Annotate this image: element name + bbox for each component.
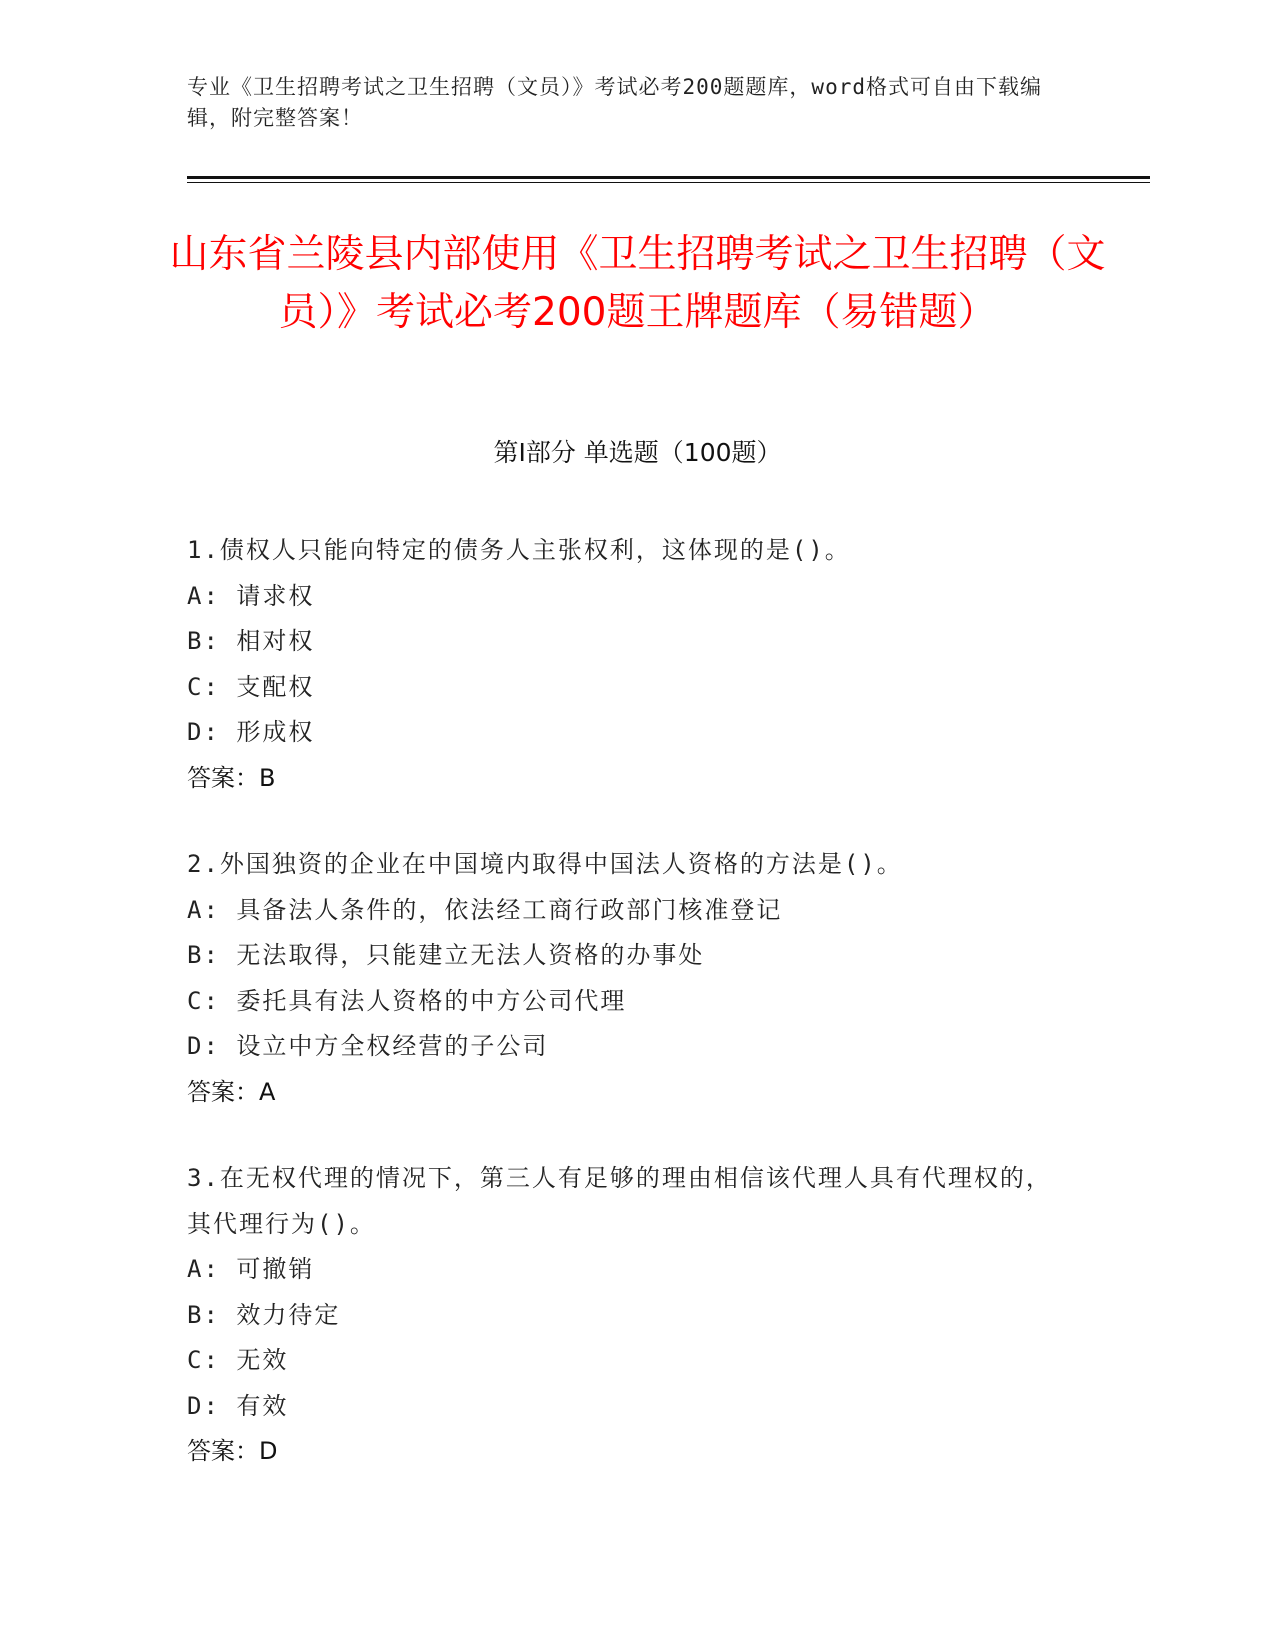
option-c: C: 无效 (187, 1346, 289, 1374)
question-text: 1.债权人只能向特定的债务人主张权利，这体现的是()。 (187, 536, 851, 564)
header-note: 专业《卫生招聘考试之卫生招聘（文员）》考试必考200题题库，word格式可自由下载编辑，附完整答案！ (187, 75, 1042, 130)
question-text: 2.外国独资的企业在中国境内取得中国法人资格的方法是()。 (187, 850, 903, 878)
question-text: 3.在无权代理的情况下，第三人有足够的理由相信该代理人具有代理权的，其代理行为()。 (187, 1164, 1052, 1238)
option-b: B: 相对权 (187, 627, 315, 655)
question-list (187, 528, 1067, 1516)
option-c: C: 委托具有法人资格的中方公司代理 (187, 986, 627, 1015)
section-title: 第Ⅰ部分 单选题（100题） (493, 438, 782, 467)
header-rule-thick (187, 176, 1150, 179)
question-item (187, 1156, 1067, 1475)
question-item (187, 842, 1067, 1115)
option-b: B: 效力待定 (187, 1300, 341, 1329)
option-b: B: 无法取得，只能建立无法人资格的办事处 (187, 941, 705, 969)
option-a: A: 可撤销 (187, 1255, 315, 1283)
page-title: 山东省兰陵县内部使用《卫生招聘考试之卫生招聘（文员）》考试必考200题王牌题库（易错题） (169, 232, 1106, 335)
option-d: D: 有效 (187, 1391, 289, 1420)
header-rule-thin (187, 182, 1150, 183)
answer-text: 答案：B (187, 763, 276, 792)
option-a: A: 请求权 (187, 581, 315, 610)
answer-text: 答案：D (187, 1437, 278, 1465)
answer-text: 答案：A (187, 1077, 276, 1106)
option-d: D: 形成权 (187, 718, 315, 746)
option-d: D: 设立中方全权经营的子公司 (187, 1032, 549, 1060)
option-a: A: 具备法人条件的，依法经工商行政部门核准登记 (187, 895, 783, 924)
question-item (187, 528, 1067, 801)
option-c: C: 支配权 (187, 672, 315, 701)
